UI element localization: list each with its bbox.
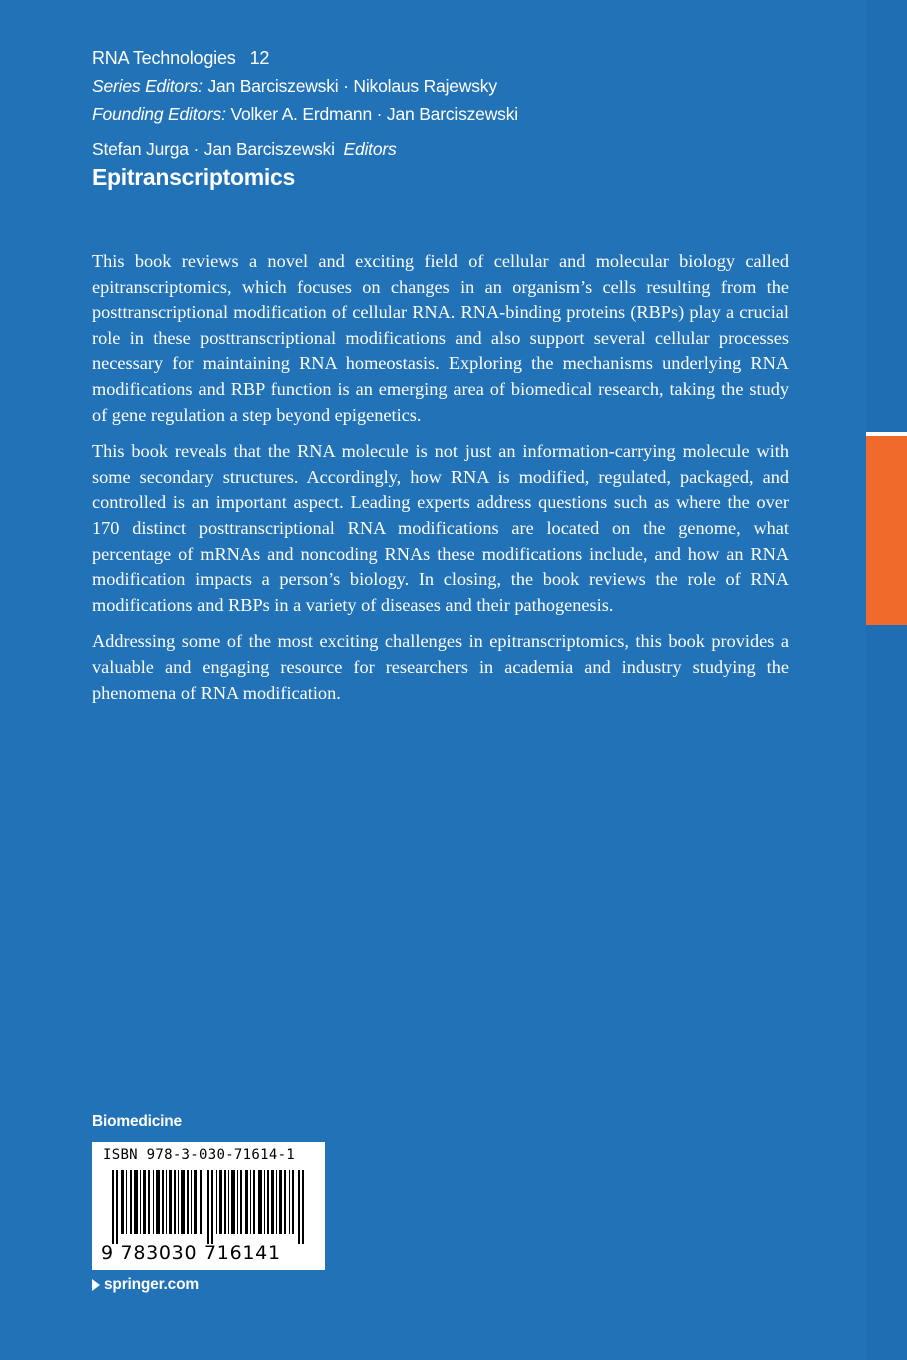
book-editors-label: Editors — [343, 139, 397, 159]
publisher-link[interactable] — [92, 1276, 199, 1294]
orange-accent-tab — [866, 432, 907, 625]
description-paragraph-2: This book reveals that the RNA molecule is not just an information-carrying molecule with some secondary structures. Accordingly, how RNA is modified, regulated, packaged, and controlled is an important aspect. Leading experts address questions such as where the over 170 distinct posttranscriptional RNA modifications are located on the genome, what percentage of mRNAs and noncoding RNAs these modifications include, and how an RNA modification impacts a person’s biology. In closing, the book reviews the role of RNA modifications and RBPs in a variety of diseases and their pathogenesis. — [92, 441, 789, 615]
barcode-bars-icon — [112, 1170, 312, 1244]
isbn-label: ISBN 978-3-030-71614-1 — [103, 1147, 296, 1163]
subject-category: Biomedicine — [92, 1113, 182, 1130]
series-editors-line — [92, 72, 812, 100]
description-paragraph-1: This book reviews a novel and exciting field of cellular and molecular biology called epitranscriptomics, which focuses on changes in an organism’s cells resulting from the posttranscriptional modification of cellular RNA. RNA-binding proteins (RBPs) play a crucial role in these posttranscriptional modifications and also support several cellular processes necessary for maintaining RNA homeostasis. Exploring the mechanisms underlying RNA modifications and RBP function is an emerging area of biomedical research, taking the study of gene regulation a step beyond epigenetics. — [92, 251, 789, 425]
series-editors: Jan Barciszewski · Nikolaus Rajewsky — [207, 76, 497, 96]
founding-editors-line — [92, 100, 812, 128]
founding-editors: Volker A. Erdmann · Jan Barciszewski — [230, 104, 518, 124]
founding-editors-label: Founding Editors: — [92, 104, 226, 124]
book-description — [92, 249, 789, 717]
ean-digits: 9 783030 716141 — [101, 1242, 281, 1264]
description-paragraph-3: Addressing some of the most exciting challenges in epitranscriptomics, this book provides a valuable and engaging resource for researchers in academia and industry studying the phenomena of RNA modification. — [92, 631, 789, 703]
book-title: Epitranscriptomics — [92, 164, 295, 190]
publisher-url: springer.com — [104, 1276, 199, 1293]
series-title-line — [92, 44, 812, 72]
series-name: RNA Technologies — [92, 48, 236, 68]
series-editors-label: Series Editors: — [92, 76, 203, 96]
book-editors-line — [92, 136, 812, 162]
spine-strip — [866, 0, 907, 1360]
isbn-barcode — [92, 1142, 325, 1270]
book-editors: Stefan Jurga · Jan Barciszewski — [92, 139, 335, 159]
arrow-right-icon — [92, 1279, 100, 1291]
cover-header — [92, 44, 812, 192]
series-volume: 12 — [249, 48, 270, 68]
